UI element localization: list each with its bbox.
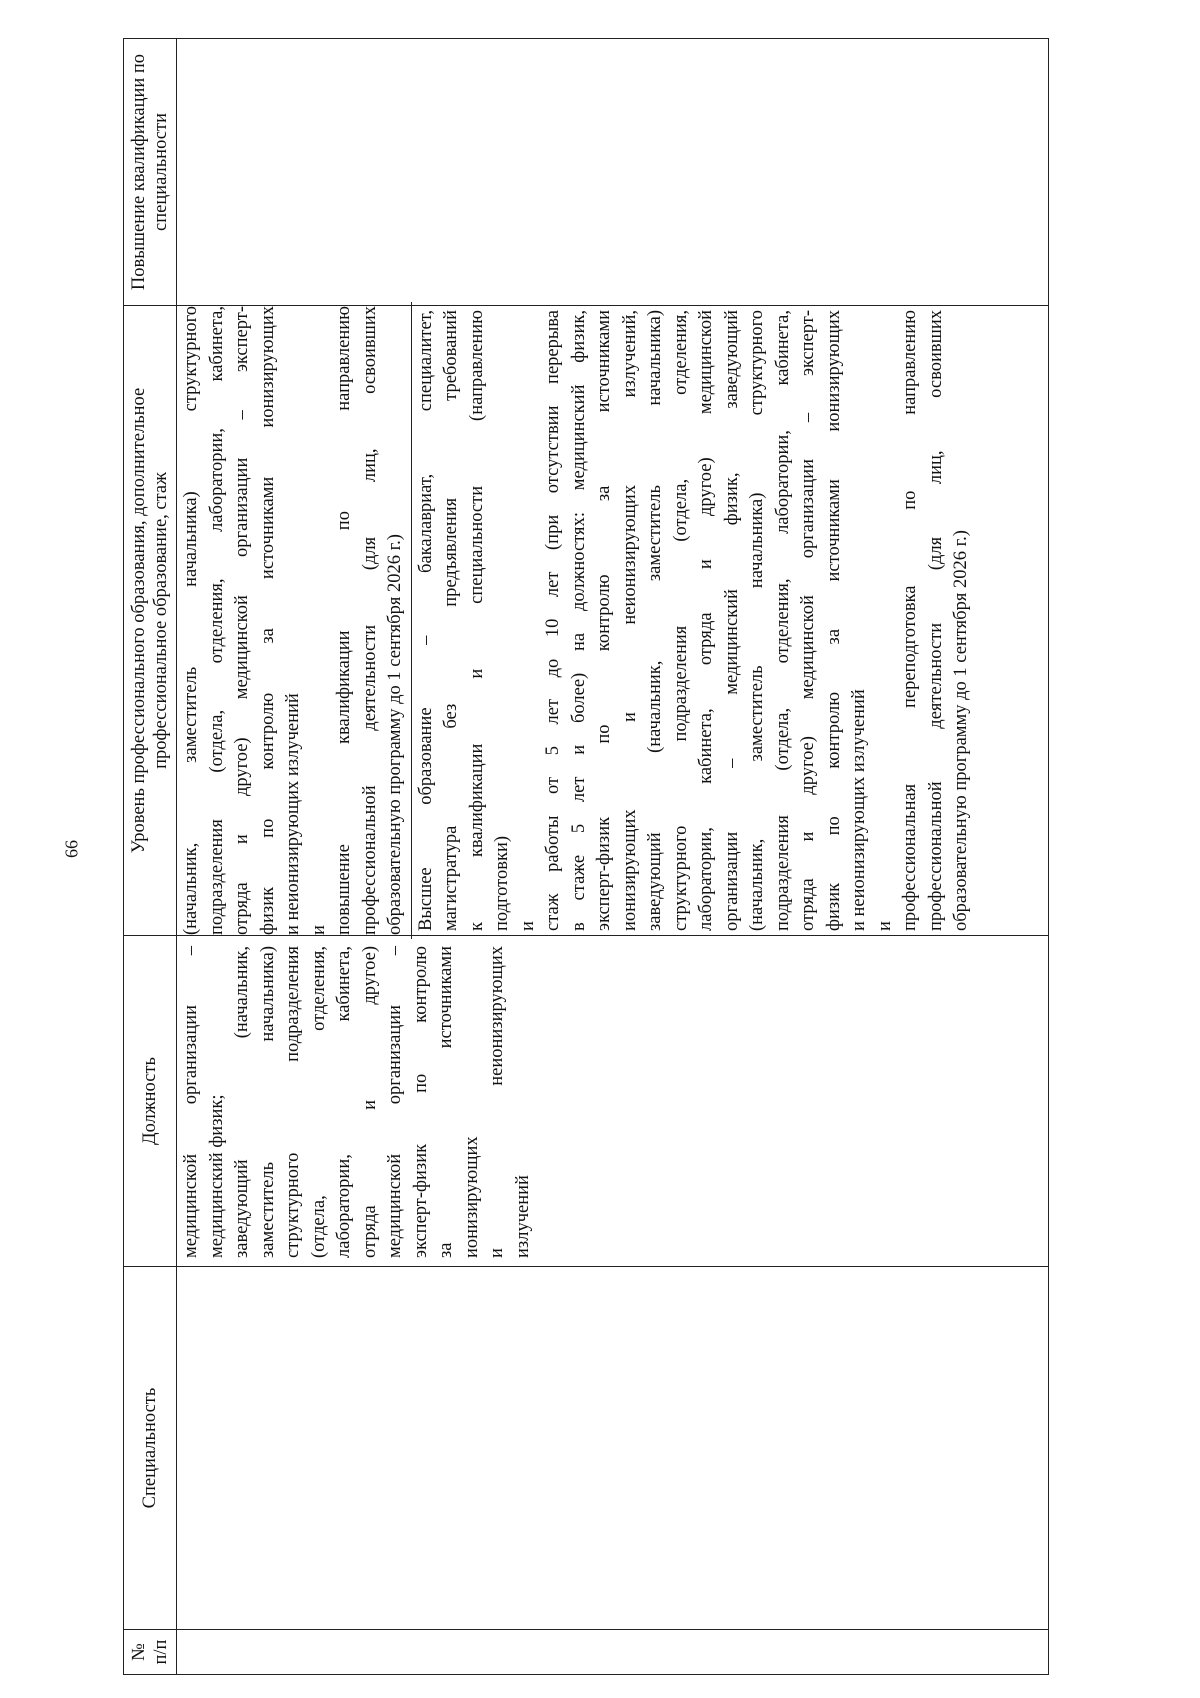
text-line: заведующий (начальник, заместитель начальника) <box>645 310 665 931</box>
text-line: (начальник, заместитель начальника) структурного <box>181 306 201 935</box>
table-row <box>177 39 1049 1675</box>
text-line: медицинской организации – <box>385 946 405 1258</box>
text-line: физик по контролю за источниками ионизирующих <box>257 306 278 935</box>
cell-position <box>177 936 1049 1267</box>
position-text <box>179 946 536 1258</box>
header-specialty: Специальность <box>124 1267 177 1630</box>
text-line: заместитель начальника) <box>257 946 278 1258</box>
text-line: образовательную программу до 1 сентября 2026 г.) <box>385 534 405 935</box>
text-line: подготовки) <box>492 835 512 931</box>
text-line: эксперт-физик по контролю <box>410 946 431 1258</box>
table-header-row <box>124 39 177 1675</box>
text-line: к квалификации и специальности (направлению <box>466 310 487 931</box>
text-line: за источниками <box>436 946 456 1258</box>
text-line: Высшее образование – бакалавриат, специалитет, <box>415 310 436 931</box>
text-line: подразделения (отдела, отделения, лаборатории, кабинета, <box>206 306 227 935</box>
text-line: заведующий (начальник, <box>232 946 252 1258</box>
text-line: подразделения (отдела, отделения, лаборатории, кабинета, <box>772 310 793 931</box>
text-line: в стаже 5 лет и более) на должностях: медицинский физик, <box>568 310 589 931</box>
requirements-table <box>123 38 1049 1675</box>
text-line: и неионизирующих <box>487 946 507 1258</box>
text-line: отряда и другое) <box>359 946 380 1258</box>
text-line: ионизирующих <box>461 1136 482 1258</box>
text-line: структурного подразделения (отдела, отделения, <box>670 310 691 931</box>
text-line: и <box>308 925 329 935</box>
text-line: физик по контролю за источниками ионизирующих <box>823 310 844 931</box>
text-line: и неионизирующих излучений <box>283 693 303 935</box>
text-line: лаборатории, кабинета, отряда и другое) медицинской <box>696 310 716 931</box>
rotated-table-frame <box>123 39 1049 1675</box>
page-number: 66 <box>61 840 82 858</box>
cell-education <box>177 306 1049 936</box>
text-line: медицинский физик; <box>206 1094 227 1258</box>
text-line: профессиональная переподготовка по направлению <box>900 310 920 931</box>
text-line: лаборатории, кабинета, <box>334 946 354 1258</box>
education-block-requirements <box>412 306 977 935</box>
text-line: отряда и другое) медицинской организации – эксперт- <box>798 310 818 931</box>
text-line: медицинской организации – <box>181 946 201 1258</box>
text-line: и <box>517 921 538 931</box>
text-line: стаж работы от 5 лет до 10 лет (при отсутствии перерыва <box>543 310 563 931</box>
header-education: Уровень профессионального образования, дополнительное профессиональное образование, стаж <box>124 306 177 936</box>
text-line: структурного подразделения <box>283 946 303 1258</box>
text-line: (отдела, отделения, <box>308 946 329 1258</box>
text-line: (начальник, заместитель начальника) структурного <box>747 310 767 931</box>
header-qualification: Повышение квалификации по специальности <box>124 39 177 306</box>
text-line: отряда и другое) медицинской организации – эксперт- <box>232 306 252 935</box>
landscape-page <box>123 39 1049 1675</box>
education-block-continued <box>177 302 412 939</box>
text-line: эксперт-физик по контролю за источниками <box>594 310 614 931</box>
text-line: повышение квалификации по направлению <box>334 306 354 935</box>
text-line: профессиональной деятельности (для лиц, освоивших <box>925 310 946 931</box>
text-line: излучений <box>512 1175 533 1258</box>
cell-number <box>177 1630 1049 1675</box>
text-line: и <box>874 921 895 931</box>
cell-qualification <box>177 39 1049 306</box>
header-position: Должность <box>124 936 177 1267</box>
cell-specialty <box>177 1267 1049 1630</box>
text-line: образовательную программу до 1 сентября 2026 г.) <box>951 530 971 931</box>
header-number: № п/п <box>124 1630 177 1675</box>
text-line: профессиональной деятельности (для лиц, освоивших <box>359 306 380 935</box>
text-line: организации – медицинский физик, заведующий <box>721 310 742 931</box>
text-line: и неионизирующих излучений <box>849 689 869 931</box>
text-line: магистратура без предъявления требований <box>441 310 461 931</box>
text-line: ионизирующих и неионизирующих излучений, <box>619 310 640 931</box>
